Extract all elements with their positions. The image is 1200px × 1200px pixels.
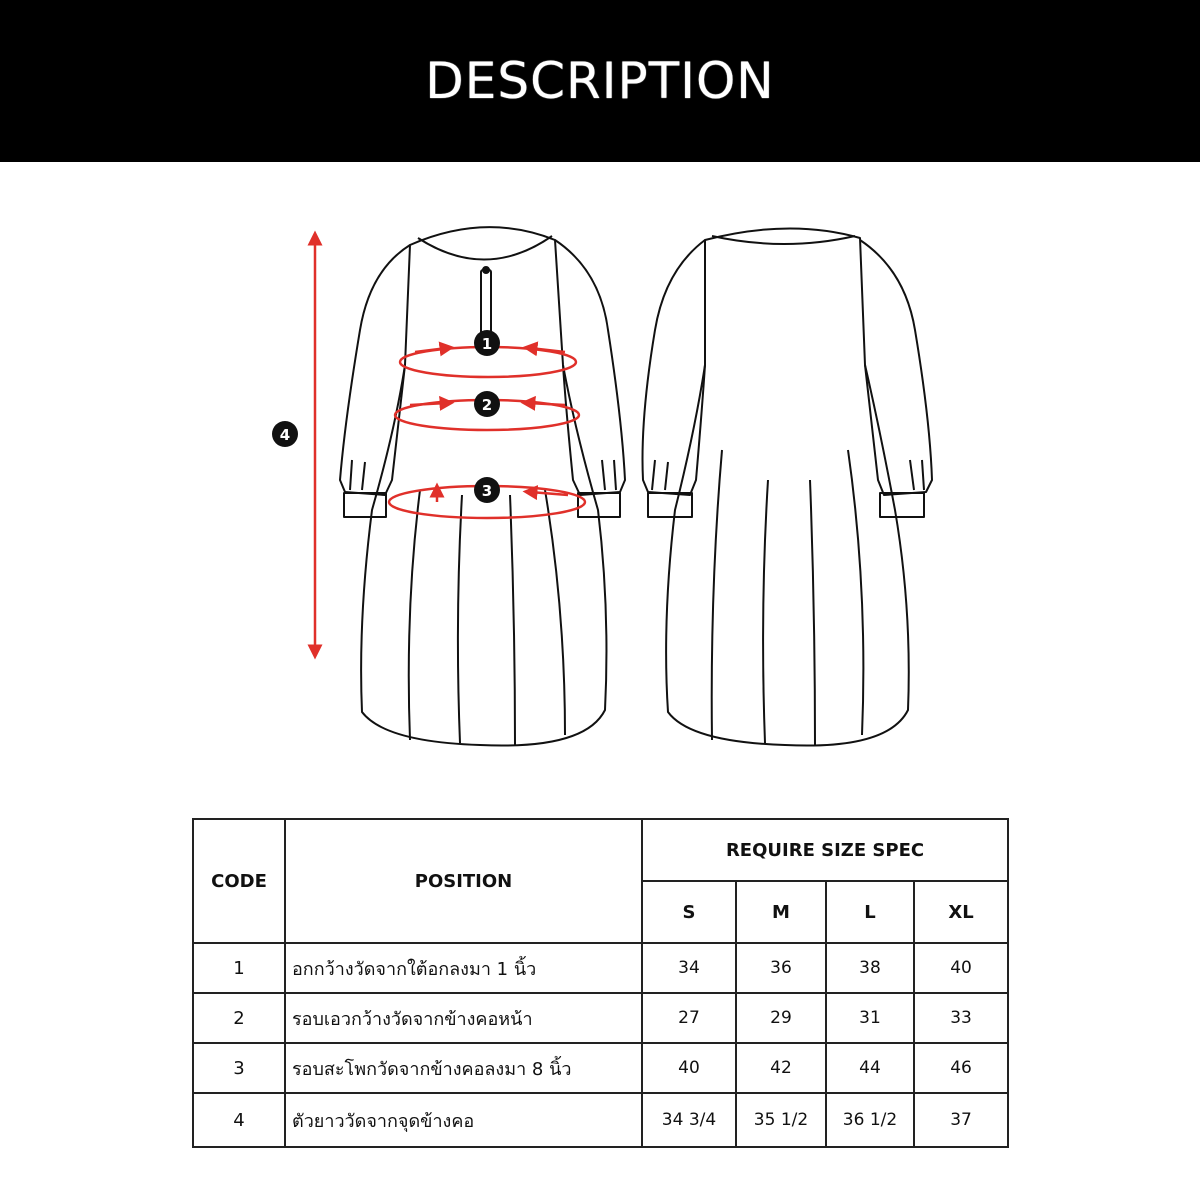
header-size-s: S <box>642 881 736 943</box>
header-size-l: L <box>826 881 914 943</box>
row-value-xl: 37 <box>914 1093 1008 1147</box>
marker-2 <box>474 391 500 417</box>
row-value-l: 36 1/2 <box>826 1093 914 1147</box>
marker-4 <box>272 421 298 447</box>
row-value-m: 29 <box>736 993 826 1043</box>
header-position: POSITION <box>285 819 642 943</box>
svg-text:2: 2 <box>481 396 493 414</box>
row-code: 2 <box>193 993 285 1043</box>
header-code: CODE <box>193 819 285 943</box>
row-value-m: 35 1/2 <box>736 1093 826 1147</box>
header-require-size-spec: REQUIRE SIZE SPEC <box>642 819 1008 881</box>
row-value-m: 42 <box>736 1043 826 1093</box>
header-size-m: M <box>736 881 826 943</box>
row-position: ตัวยาววัดจากจุดข้างคอ <box>285 1093 642 1147</box>
row-value-s: 34 <box>642 943 736 993</box>
marker-3 <box>474 477 500 503</box>
row-value-l: 38 <box>826 943 914 993</box>
table-row <box>193 943 1008 993</box>
svg-text:4: 4 <box>279 426 291 444</box>
row-value-xl: 46 <box>914 1043 1008 1093</box>
row-value-l: 31 <box>826 993 914 1043</box>
size-spec-table <box>192 818 1009 1148</box>
row-position: รอบสะโพกวัดจากข้างคอลงมา 8 นิ้ว <box>285 1043 642 1093</box>
row-code: 4 <box>193 1093 285 1147</box>
svg-text:1: 1 <box>481 335 493 353</box>
row-position: รอบเอวกว้างวัดจากข้างคอหน้า <box>285 993 642 1043</box>
row-value-m: 36 <box>736 943 826 993</box>
row-value-l: 44 <box>826 1043 914 1093</box>
marker-1 <box>474 330 500 356</box>
table-row <box>193 993 1008 1043</box>
svg-text:3: 3 <box>481 482 493 500</box>
row-value-xl: 33 <box>914 993 1008 1043</box>
table-row <box>193 1093 1008 1147</box>
back-dress-drawing <box>643 228 933 745</box>
row-code: 3 <box>193 1043 285 1093</box>
table-row <box>193 1043 1008 1093</box>
row-value-s: 27 <box>642 993 736 1043</box>
row-value-s: 40 <box>642 1043 736 1093</box>
row-value-s: 34 3/4 <box>642 1093 736 1147</box>
header-size-xl: XL <box>914 881 1008 943</box>
measurement-marks <box>315 238 585 652</box>
row-value-xl: 40 <box>914 943 1008 993</box>
row-position: อกกว้างวัดจากใต้อกลงมา 1 นิ้ว <box>285 943 642 993</box>
header-bar <box>0 0 1200 162</box>
page-title: DESCRIPTION <box>425 52 775 110</box>
row-code: 1 <box>193 943 285 993</box>
dress-diagram <box>0 190 1200 770</box>
